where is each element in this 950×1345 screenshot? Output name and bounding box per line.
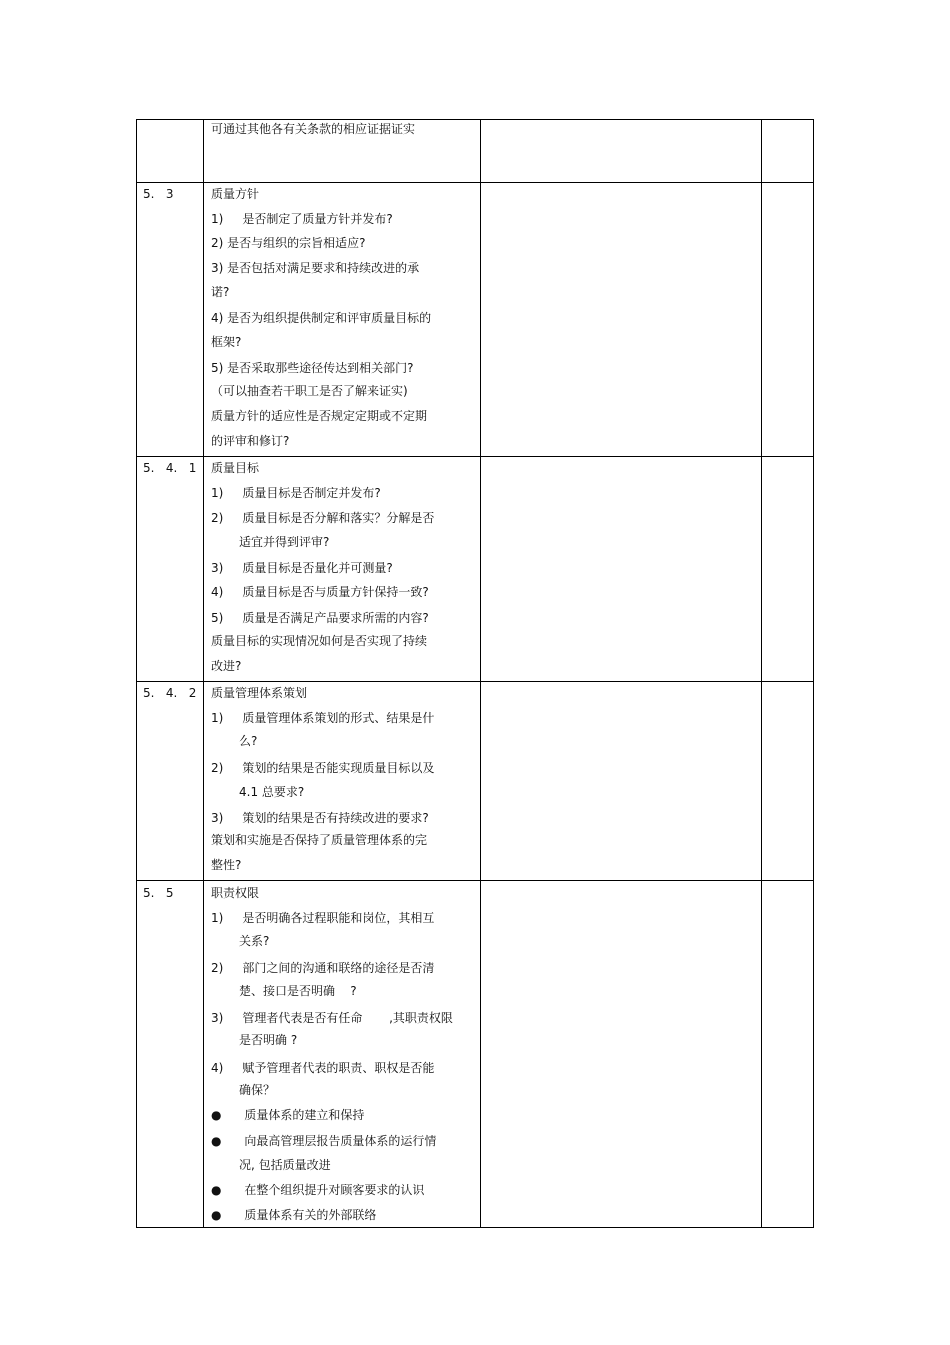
content-line: 1) 质量目标是否制定并发布? [211,486,381,500]
content-line: 职责权限 [211,886,260,900]
content-line: 1) 是否明确各过程职能和岗位，其相互 [211,911,435,925]
table-row [137,681,813,880]
content-line: 诺? [211,285,230,299]
table-row [137,120,813,182]
content-line: 4) 质量目标是否与质量方针保持一致? [211,585,429,599]
content-line: 2) 质量目标是否分解和落实？分解是否 [211,511,435,525]
clause-number: 5. 4. 1 [143,461,197,475]
content-line: 4.1 总要求? [239,785,305,799]
table-row [137,182,813,456]
content-line: 4) 是否为组织提供制定和评审质量目标的 [211,311,432,325]
content-line: （可以抽查若干职工是否了解来证实) [211,384,408,398]
content-line: 3) 是否包括对满足要求和持续改进的承 [211,261,420,275]
table-row [137,880,813,1227]
clause-number: 5. 3 [143,187,174,201]
content-line: 5) 质量是否满足产品要求所需的内容? [211,611,429,625]
bullet-line: ● 在整个组织提升对顾客要求的认识 [211,1183,425,1197]
content-line: 3) 管理者代表是否有任命 ,其职责权限 [211,1011,453,1025]
content-line: 整性? [211,858,242,872]
content-line: 质量方针的适应性是否规定定期或不定期 [211,409,428,423]
content-line: 2) 策划的结果是否能实现质量目标以及 [211,761,435,775]
content-line: 4) 赋予管理者代表的职责、职权是否能 [211,1061,435,1075]
bullet-line: ● 向最高管理层报告质量体系的运行情 [211,1134,437,1148]
content-line: 楚、接口是否明确 ? [239,984,357,998]
content-line: 框架? [211,335,242,349]
audit-checklist-table [136,119,814,1228]
content-line: 质量目标 [211,461,260,475]
content-line: 质量方针 [211,187,260,201]
content-line: 是否明确 ? [239,1033,298,1047]
content-line: 么? [239,734,258,748]
content-line: 确保？ [239,1083,276,1097]
content-line: 关系? [239,934,270,948]
bullet-line: ● 质量体系的建立和保持 [211,1108,365,1122]
content-line: 质量目标的实现情况如何是否实现了持续 [211,634,428,648]
bullet-line: ● 质量体系有关的外部联络 [211,1208,377,1222]
content-line: 1) 质量管理体系策划的形式、结果是什 [211,711,435,725]
content-line: 2) 部门之间的沟通和联络的途径是否清 [211,961,435,975]
content-line: 的评审和修订? [211,434,290,448]
content-line: 况, 包括质量改进 [239,1158,331,1172]
content-line: 2) 是否与组织的宗旨相适应? [211,236,366,250]
content-line: 策划和实施是否保持了质量管理体系的完 [211,833,428,847]
content-line: 适宜并得到评审? [239,535,330,549]
content-line: 改进? [211,659,242,673]
table-row [137,456,813,681]
content-line: 3) 策划的结果是否有持续改进的要求? [211,811,429,825]
content-line: 1) 是否制定了质量方针并发布? [211,212,393,226]
content-line: 5) 是否采取那些途径传达到相关部门? [211,361,414,375]
clause-number: 5. 5 [143,886,174,900]
clause-number: 5. 4. 2 [143,686,197,700]
content-line: 质量管理体系策划 [211,686,308,700]
content-line: 3) 质量目标是否量化并可测量? [211,561,393,575]
content-line: 可通过其他各有关条款的相应证据证实 [211,122,416,136]
